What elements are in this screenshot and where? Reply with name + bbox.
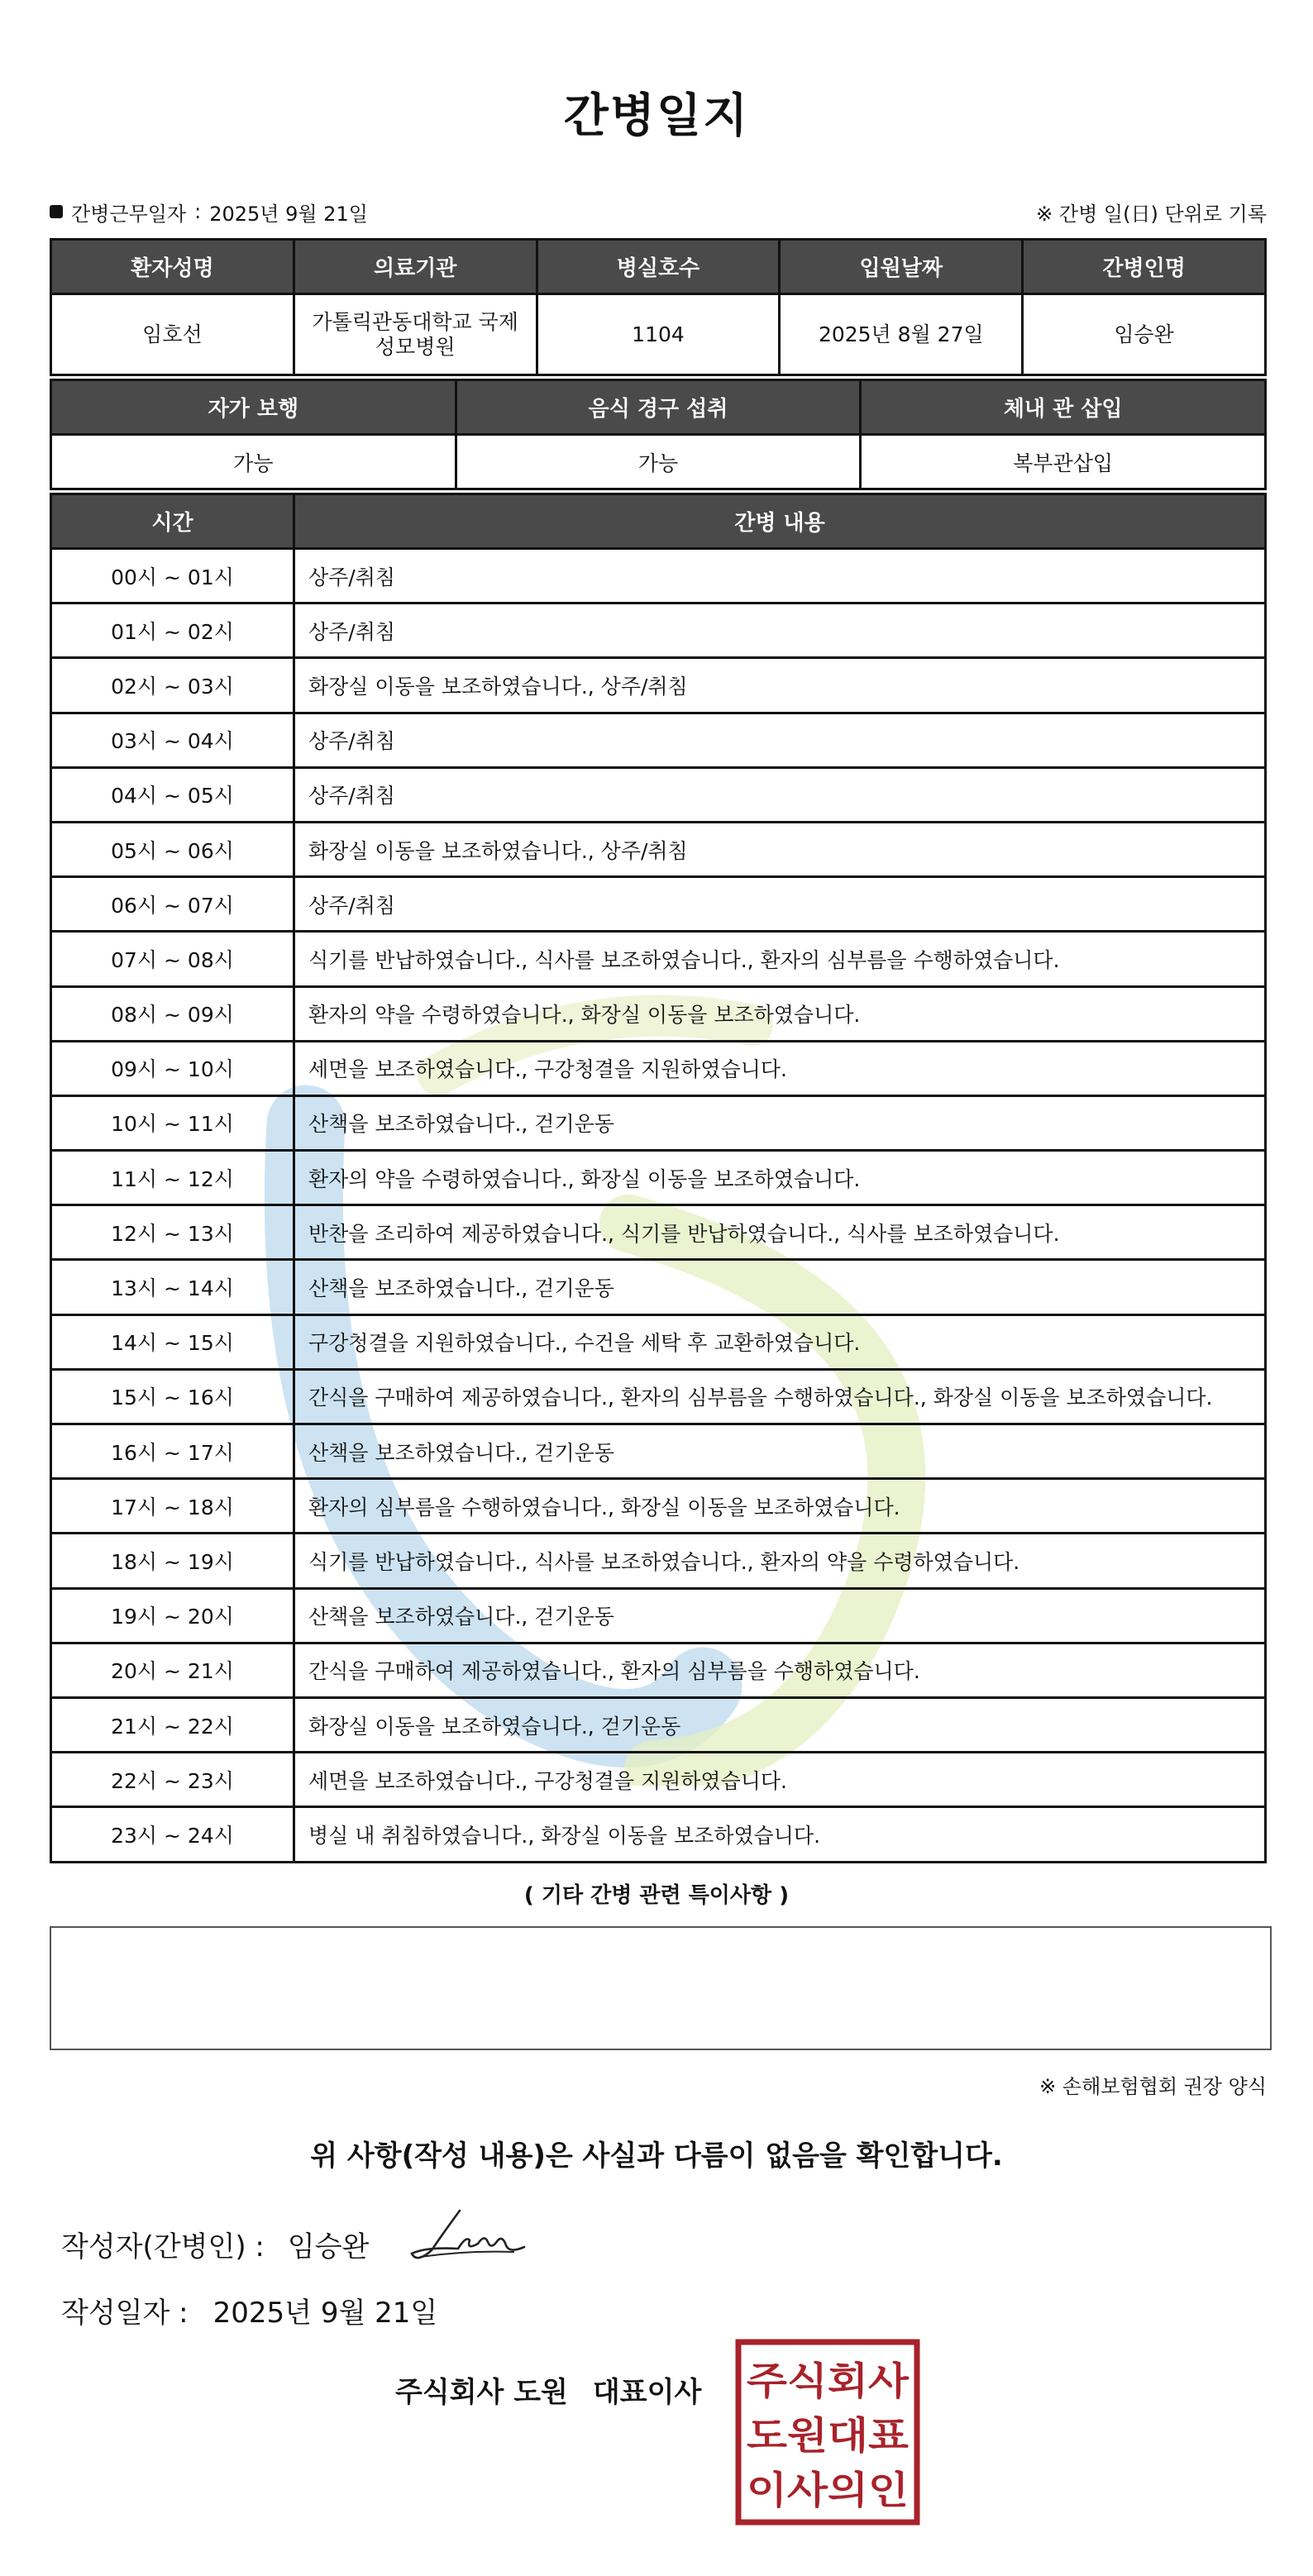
admission-date: 2025년 8월 27일 bbox=[780, 294, 1023, 375]
written-date-value: 2025년 9월 21일 bbox=[212, 2297, 438, 2330]
signature-underline bbox=[420, 2252, 514, 2257]
time-cell: 12시 ~ 13시 bbox=[51, 1205, 294, 1260]
form-note: ※ 손해보험협회 권장 양식 bbox=[1039, 2075, 1267, 2098]
time-cell: 19시 ~ 20시 bbox=[51, 1588, 294, 1643]
table-row bbox=[51, 767, 1266, 822]
meta-row bbox=[50, 197, 1267, 227]
info-header-row bbox=[51, 240, 1266, 294]
time-cell: 14시 ~ 15시 bbox=[51, 1314, 294, 1369]
content-cell: 간식을 구매하여 제공하였습니다., 환자의 심부름을 수행하였습니다., 화장실 이동을 보조하였습니다. bbox=[294, 1369, 1266, 1424]
status-value-row bbox=[51, 435, 1266, 489]
content-cell: 상주/취침 bbox=[294, 603, 1266, 658]
time-cell: 09시 ~ 10시 bbox=[51, 1041, 294, 1095]
written-date-row bbox=[61, 2290, 437, 2330]
time-cell: 22시 ~ 23시 bbox=[51, 1753, 294, 1807]
writer-name: 임승완 bbox=[287, 2230, 370, 2264]
time-cell: 11시 ~ 12시 bbox=[51, 1151, 294, 1205]
info-value-row bbox=[51, 294, 1266, 375]
content-cell: 상주/취침 bbox=[294, 713, 1266, 767]
content-cell: 세면을 보조하였습니다., 구강청결을 지원하였습니다. bbox=[294, 1041, 1266, 1095]
written-date-label: 작성일자 : bbox=[61, 2297, 189, 2330]
content-cell: 화장실 이동을 보조하였습니다., 상주/취침 bbox=[294, 658, 1266, 713]
room-number: 1104 bbox=[537, 294, 780, 375]
log-header-content: 간병 내용 bbox=[294, 494, 1266, 549]
writer-label: 작성자(간병인) : bbox=[61, 2230, 265, 2264]
table-row bbox=[51, 1151, 1266, 1205]
content-cell: 상주/취침 bbox=[294, 767, 1266, 822]
time-cell: 13시 ~ 14시 bbox=[51, 1260, 294, 1314]
signature bbox=[408, 2202, 532, 2268]
content-cell: 환자의 약을 수령하였습니다., 화장실 이동을 보조하였습니다. bbox=[294, 1151, 1266, 1205]
care-log-table bbox=[50, 493, 1267, 1863]
time-cell: 23시 ~ 24시 bbox=[51, 1807, 294, 1862]
work-date-line bbox=[50, 198, 368, 227]
log-header-time: 시간 bbox=[51, 494, 294, 549]
content-cell: 산책을 보조하였습니다., 걷기운동 bbox=[294, 1588, 1266, 1643]
writer-row bbox=[61, 2224, 369, 2264]
seal-text bbox=[747, 2359, 910, 2512]
time-cell: 00시 ~ 01시 bbox=[51, 549, 294, 603]
content-cell: 반찬을 조리하여 제공하였습니다., 식기를 반납하였습니다., 식사를 보조하였습니다. bbox=[294, 1205, 1266, 1260]
content-cell: 세면을 보조하였습니다., 구강청결을 지원하였습니다. bbox=[294, 1753, 1266, 1807]
time-cell: 17시 ~ 18시 bbox=[51, 1479, 294, 1534]
content-cell: 병실 내 취침하였습니다., 화장실 이동을 보조하였습니다. bbox=[294, 1807, 1266, 1862]
seal-line: 이사의인 bbox=[747, 2468, 909, 2512]
table-row bbox=[51, 1753, 1266, 1807]
time-cell: 04시 ~ 05시 bbox=[51, 767, 294, 822]
hospital-name: 가톨릭관동대학교 국제성모병원 bbox=[294, 294, 537, 375]
caregiver-name: 임승완 bbox=[1023, 294, 1266, 375]
page-title: 간병일지 bbox=[563, 89, 750, 143]
table-row bbox=[51, 549, 1266, 603]
content-cell: 상주/취침 bbox=[294, 877, 1266, 932]
status-header-row bbox=[51, 380, 1266, 435]
unit-note: ※ 간병 일(日) 단위로 기록 bbox=[1036, 202, 1267, 226]
table-row bbox=[51, 1807, 1266, 1862]
table-row bbox=[51, 1643, 1266, 1697]
table-row bbox=[51, 1697, 1266, 1752]
time-cell: 06시 ~ 07시 bbox=[51, 877, 294, 932]
walking-status: 가능 bbox=[51, 435, 456, 489]
table-row bbox=[51, 986, 1266, 1041]
time-cell: 02시 ~ 03시 bbox=[51, 658, 294, 713]
time-cell: 15시 ~ 16시 bbox=[51, 1369, 294, 1424]
patient-name: 임호선 bbox=[51, 294, 294, 375]
content-cell: 화장실 이동을 보조하였습니다., 걷기운동 bbox=[294, 1697, 1266, 1752]
notes-title: ( 기타 간병 관련 특이사항 ) bbox=[523, 1883, 790, 1908]
time-cell: 01시 ~ 02시 bbox=[51, 603, 294, 658]
work-date-label: 간병근무일자 bbox=[71, 202, 187, 226]
table-row bbox=[51, 1205, 1266, 1260]
status-header-oral-intake: 음식 경구 섭취 bbox=[456, 380, 861, 435]
confirmation-statement: 위 사항(작성 내용)은 사실과 다름이 없음을 확인합니다. bbox=[310, 2140, 1003, 2173]
info-header-patient-name: 환자성명 bbox=[51, 240, 294, 294]
info-header-caregiver: 간병인명 bbox=[1023, 240, 1266, 294]
content-cell: 구강청결을 지원하였습니다., 수건을 세탁 후 교환하였습니다. bbox=[294, 1314, 1266, 1369]
time-cell: 05시 ~ 06시 bbox=[51, 822, 294, 876]
table-row bbox=[51, 822, 1266, 876]
patient-status-table bbox=[50, 379, 1267, 490]
time-cell: 20시 ~ 21시 bbox=[51, 1643, 294, 1697]
company-line bbox=[395, 2369, 701, 2410]
log-header-row bbox=[51, 494, 1266, 549]
patient-info-table bbox=[50, 238, 1267, 376]
content-cell: 식기를 반납하였습니다., 식사를 보조하였습니다., 환자의 약을 수령하였습니다. bbox=[294, 1534, 1266, 1588]
table-row bbox=[51, 713, 1266, 767]
company-name: 주식회사 도원 bbox=[395, 2376, 568, 2409]
notes-box bbox=[50, 1926, 1272, 2050]
time-cell: 10시 ~ 11시 bbox=[51, 1095, 294, 1150]
signature-stroke bbox=[412, 2211, 524, 2258]
table-row bbox=[51, 1314, 1266, 1369]
content-cell: 산책을 보조하였습니다., 걷기운동 bbox=[294, 1424, 1266, 1479]
info-header-room: 병실호수 bbox=[537, 240, 780, 294]
table-row bbox=[51, 658, 1266, 713]
time-cell: 16시 ~ 17시 bbox=[51, 1424, 294, 1479]
time-cell: 18시 ~ 19시 bbox=[51, 1534, 294, 1588]
content-cell: 환자의 심부름을 수행하였습니다., 화장실 이동을 보조하였습니다. bbox=[294, 1479, 1266, 1534]
work-date-separator: : bbox=[194, 200, 202, 223]
oral-intake-status: 가능 bbox=[456, 435, 861, 489]
table-row bbox=[51, 932, 1266, 986]
time-cell: 07시 ~ 08시 bbox=[51, 932, 294, 986]
table-row bbox=[51, 1534, 1266, 1588]
log-body bbox=[51, 549, 1266, 1863]
table-row bbox=[51, 1260, 1266, 1314]
info-header-admission-date: 입원날짜 bbox=[780, 240, 1023, 294]
table-row bbox=[51, 1588, 1266, 1643]
content-cell: 식기를 반납하였습니다., 식사를 보조하였습니다., 환자의 심부름을 수행하였습니다. bbox=[294, 932, 1266, 986]
content-cell: 산책을 보조하였습니다., 걷기운동 bbox=[294, 1260, 1266, 1314]
table-row bbox=[51, 1424, 1266, 1479]
status-header-walking: 자가 보행 bbox=[51, 380, 456, 435]
content-cell: 간식을 구매하여 제공하였습니다., 환자의 심부름을 수행하였습니다. bbox=[294, 1643, 1266, 1697]
work-date-value: 2025년 9월 21일 bbox=[209, 202, 368, 226]
content-cell: 상주/취침 bbox=[294, 549, 1266, 603]
table-row bbox=[51, 1369, 1266, 1424]
table-row bbox=[51, 1479, 1266, 1534]
content-cell: 화장실 이동을 보조하였습니다., 상주/취침 bbox=[294, 822, 1266, 876]
company-title: 대표이사 bbox=[592, 2376, 702, 2409]
table-row bbox=[51, 1041, 1266, 1095]
time-cell: 03시 ~ 04시 bbox=[51, 713, 294, 767]
content-cell: 환자의 약을 수령하였습니다., 화장실 이동을 보조하였습니다. bbox=[294, 986, 1266, 1041]
seal-line: 도원대표 bbox=[747, 2413, 910, 2458]
table-row bbox=[51, 877, 1266, 932]
tube-status: 복부관삽입 bbox=[861, 435, 1266, 489]
table-row bbox=[51, 1095, 1266, 1150]
table-row bbox=[51, 603, 1266, 658]
seal-line: 주식회사 bbox=[747, 2359, 910, 2403]
status-header-tube: 체내 관 삽입 bbox=[861, 380, 1266, 435]
time-cell: 21시 ~ 22시 bbox=[51, 1697, 294, 1752]
company-seal bbox=[734, 2338, 921, 2526]
bullet-square-icon bbox=[50, 205, 63, 218]
time-cell: 08시 ~ 09시 bbox=[51, 986, 294, 1041]
content-cell: 산책을 보조하였습니다., 걷기운동 bbox=[294, 1095, 1266, 1150]
info-header-hospital: 의료기관 bbox=[294, 240, 537, 294]
